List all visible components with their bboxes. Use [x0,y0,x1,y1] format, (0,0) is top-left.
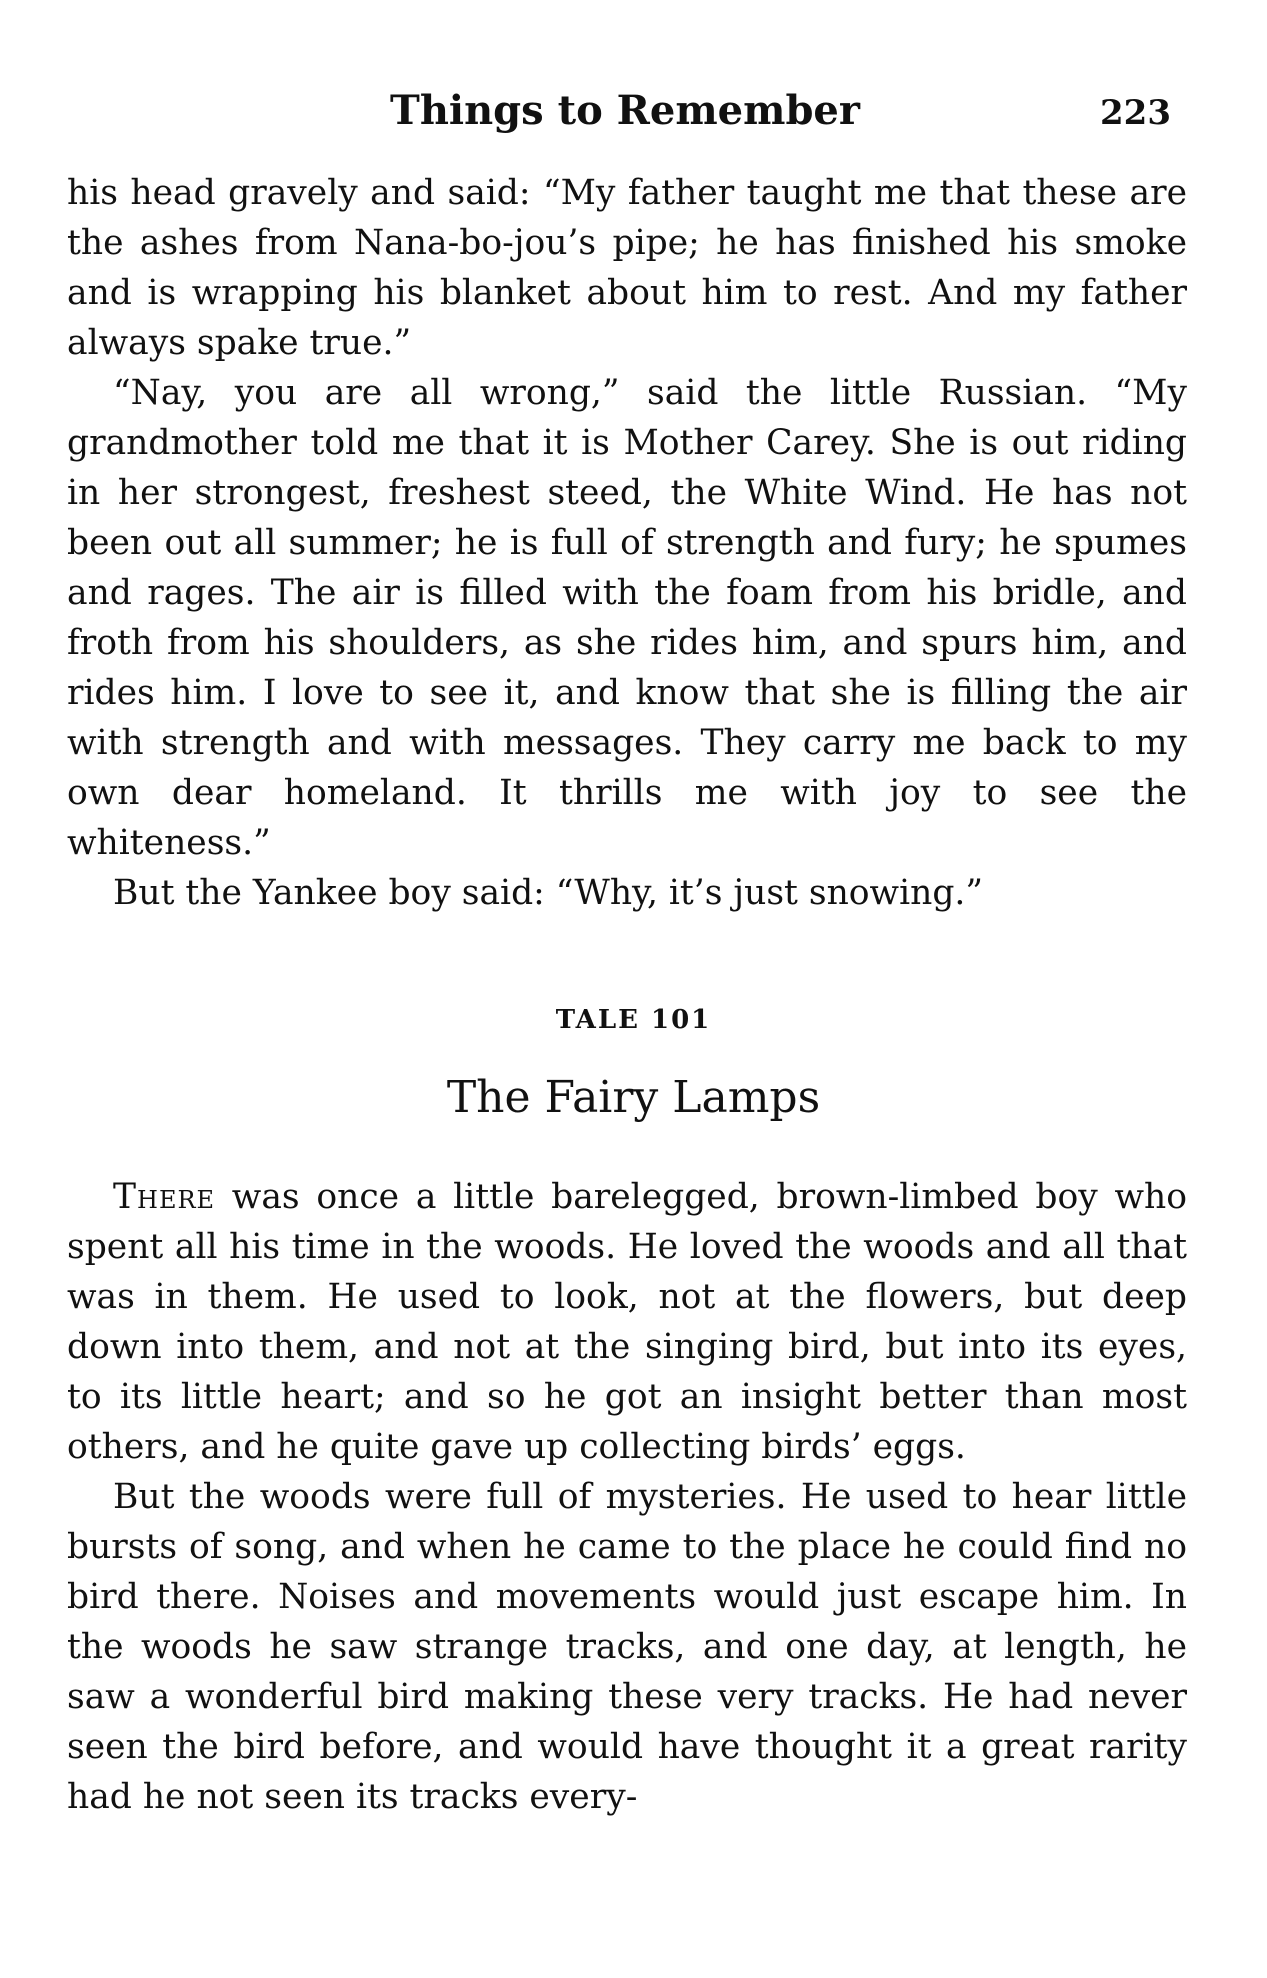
paragraph-continued: his head gravely and said: “My father taught me that these are the ashes from Nana-bo-jou’s pipe; he has finished his smoke and is wrapping his blanket about him to rest. And my father always spake true.” [67,173,1187,363]
paragraph-yankee: But the Yankee boy said: “Why, it’s just snowing.” [113,873,984,913]
page-number: 223 [1100,93,1171,133]
tale-title: The Fairy Lamps [446,1072,821,1123]
running-title: Things to Remember [390,87,860,134]
tale-label: TALE 101 [555,1005,712,1035]
tale-paragraph-1-text: was once a little barelegged, brown-limbed boy who spent all his time in the woods. He loved the woods and all that was in them. He used to look, not at the flowers, but deep down into them, and not at the singing bird, but into its eyes, to its little heart; and so he got an insight better than most others, and he quite gave up collecting birds’ eggs. [67,1177,1187,1467]
tale-paragraph-1 [67,1172,1187,1472]
tale-text [67,1172,1187,1822]
tale-paragraph-2: But the woods were full of mysteries. He used to hear little bursts of song, and when he came to the place he could find no bird there. Noises and movements would just escape him. In the woods he saw strange tracks, and one day, at length, he saw a wonderful bird making these very tracks. He had never seen the bird before, and would have thought it a great rarity had he not seen its tracks every- [67,1477,1187,1817]
opening-word: There [113,1177,216,1217]
continued-text [67,168,1187,918]
running-head [0,86,1267,136]
paragraph-russian: “Nay, you are all wrong,” said the little Russian. “My grandmother told me that it is Mother Carey. She is out riding in her strongest, freshest steed, the White Wind. He has not been out all summer; he is full of strength and fury; he spumes and rages. The air is filled with the foam from his bridle, and froth from his shoulders, as she rides him, and spurs him, and rides him. I love to see it, and know that she is filling the air with strength and with messages. They carry me back to my own dear homeland. It thrills me with joy to see the whiteness.” [67,373,1187,863]
